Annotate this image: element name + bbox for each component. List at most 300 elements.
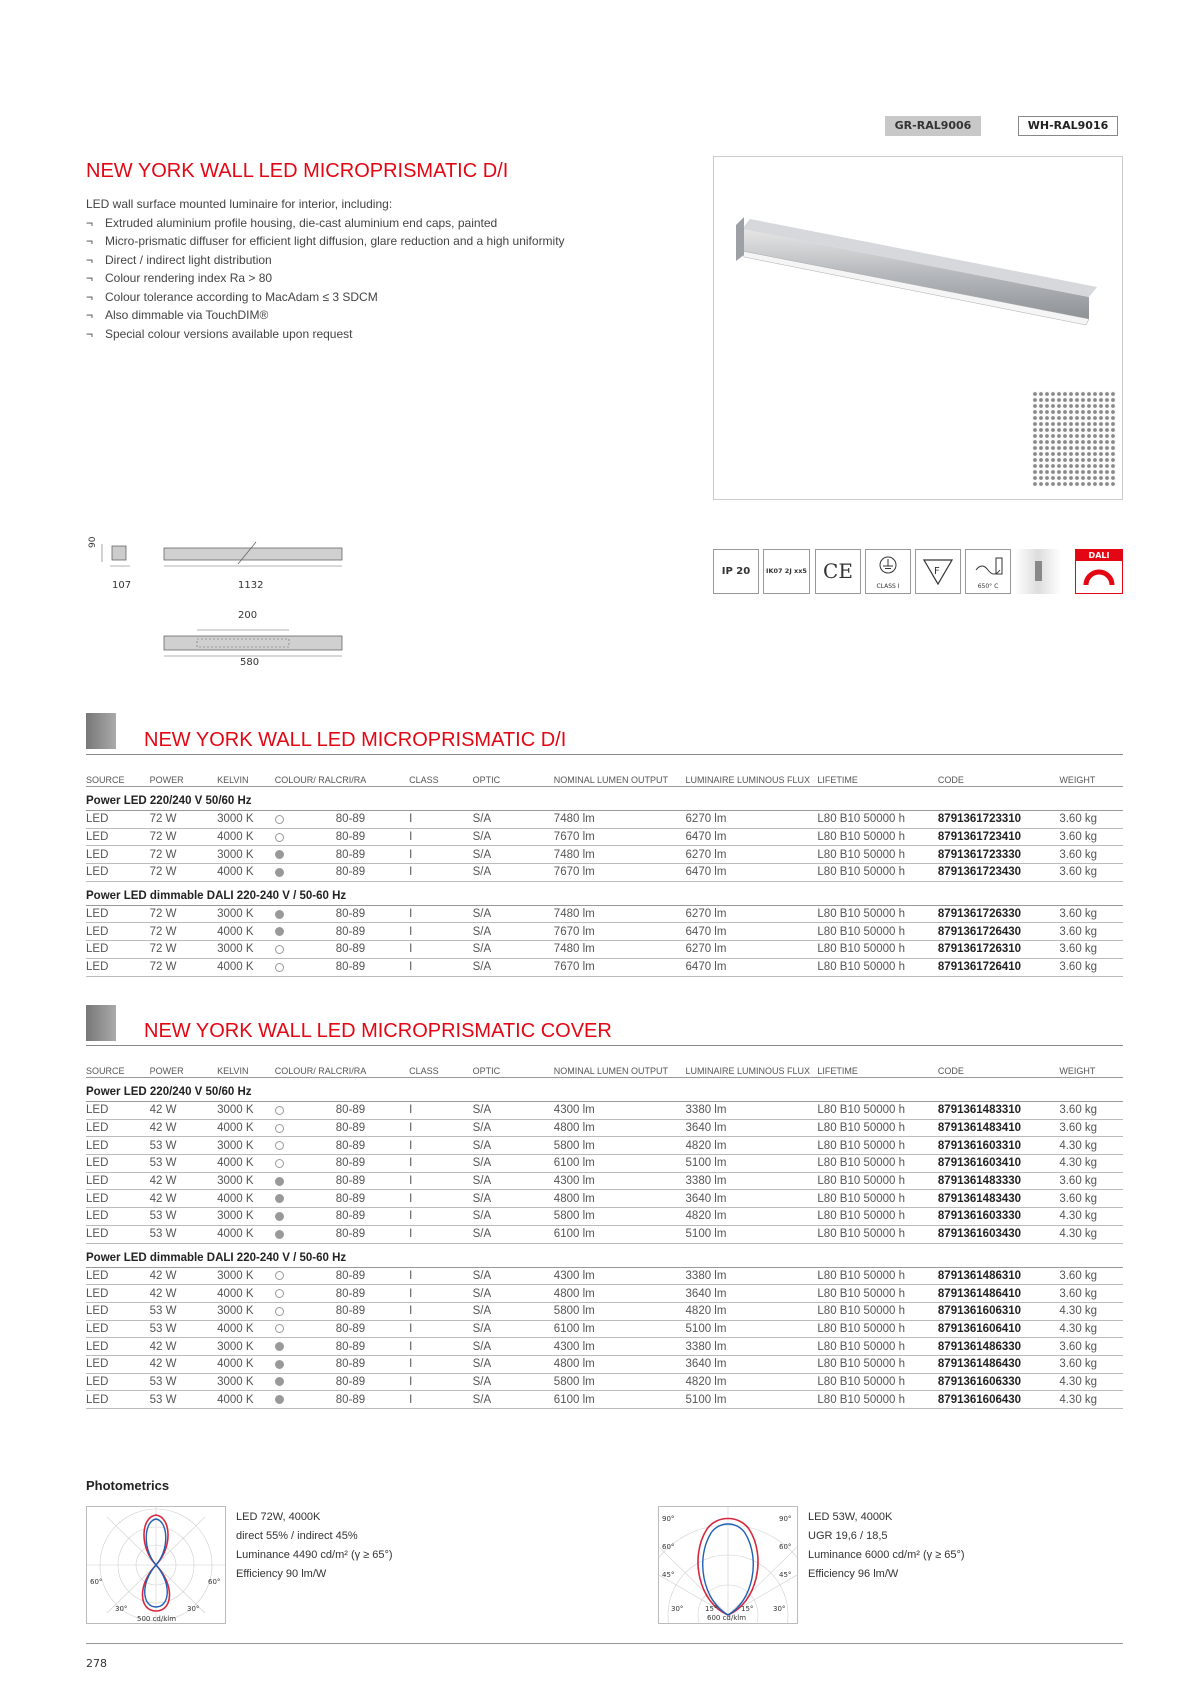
cell: 3.60 kg: [1059, 1355, 1123, 1373]
cell: 4000 K: [217, 1155, 275, 1173]
angle-label: 90°: [662, 1515, 675, 1523]
product-code: 8791361483430: [938, 1190, 1059, 1208]
cell: 4.30 kg: [1059, 1137, 1123, 1155]
cell: L80 B10 50000 h: [817, 1208, 938, 1226]
cell: 5100 lm: [686, 1391, 818, 1409]
group-label: Power LED 220/240 V 50/60 Hz: [86, 1078, 1123, 1102]
cell: I: [409, 905, 472, 923]
angle-label: 30°: [773, 1605, 786, 1613]
cell: LED: [86, 1285, 150, 1303]
cell: 4.30 kg: [1059, 1302, 1123, 1320]
cell: 3000 K: [217, 1172, 275, 1190]
colour-dot-cell: [275, 1102, 336, 1120]
colour-dot-cell: [275, 1302, 336, 1320]
cell: 53 W: [150, 1302, 217, 1320]
product-code: 8791361726430: [938, 923, 1059, 941]
cell: LED: [86, 1102, 150, 1120]
ik07-badge: IK07 2J xx5: [763, 549, 810, 594]
white-finish-icon: [275, 1307, 284, 1316]
colour-dot-cell: [275, 1285, 336, 1303]
cell: L80 B10 50000 h: [817, 905, 938, 923]
table-row: [86, 941, 1123, 959]
cell: L80 B10 50000 h: [817, 1225, 938, 1243]
cell: 4300 lm: [554, 1172, 686, 1190]
cell: LED: [86, 1267, 150, 1285]
finish-wh-ral9016: WH-RAL9016: [1018, 116, 1118, 136]
column-header: LUMINAIRE LUMINOUS FLUX: [686, 1047, 818, 1078]
column-header: COLOUR/ RAL: [275, 756, 336, 787]
cell: 42 W: [150, 1102, 217, 1120]
white-finish-icon: [275, 1124, 284, 1133]
table-row: [86, 1208, 1123, 1226]
cell: 5800 lm: [554, 1208, 686, 1226]
bullet: ¬ Micro-prismatic diffuser for efficient light diffusion, glare reduction and a high uniformity: [86, 232, 565, 251]
column-header: CRI/RA: [336, 756, 409, 787]
cell: 80-89: [336, 828, 409, 846]
product-code: 8791361726410: [938, 958, 1059, 976]
cell: 3000 K: [217, 1302, 275, 1320]
cell: L80 B10 50000 h: [817, 864, 938, 882]
colour-dot-cell: [275, 828, 336, 846]
cell: S/A: [473, 811, 554, 829]
luminaire-image: [714, 157, 1122, 499]
cell: L80 B10 50000 h: [817, 941, 938, 959]
colour-dot-cell: [275, 1355, 336, 1373]
cell: 3.60 kg: [1059, 828, 1123, 846]
class-i-badge: [865, 549, 911, 594]
cell: L80 B10 50000 h: [817, 1355, 938, 1373]
cell: S/A: [473, 828, 554, 846]
section-icon: [86, 713, 116, 749]
scale-label: 600 cd/klm: [707, 1614, 747, 1622]
grey-finish-icon: [275, 1377, 284, 1386]
colour-dot-cell: [275, 846, 336, 864]
grey-finish-icon: [275, 868, 284, 877]
cell: 80-89: [336, 1391, 409, 1409]
cell: L80 B10 50000 h: [817, 1338, 938, 1356]
cell: L80 B10 50000 h: [817, 923, 938, 941]
cell: LED: [86, 1172, 150, 1190]
group-row: [86, 881, 1123, 905]
product-code: 8791361726330: [938, 905, 1059, 923]
bullet: ¬ Also dimmable via TouchDIM®: [86, 306, 565, 325]
product-code: 8791361486410: [938, 1285, 1059, 1303]
cell: LED: [86, 1373, 150, 1391]
column-header: LIFETIME: [817, 756, 938, 787]
product-description: [86, 195, 565, 343]
table-row: [86, 1391, 1123, 1409]
group-label: Power LED 220/240 V 50/60 Hz: [86, 787, 1123, 811]
cell: L80 B10 50000 h: [817, 958, 938, 976]
table-row: [86, 1302, 1123, 1320]
product-code: 8791361486330: [938, 1338, 1059, 1356]
table-row: [86, 1338, 1123, 1356]
colour-dot-cell: [275, 1391, 336, 1409]
bullet: ¬ Special colour versions available upon request: [86, 325, 565, 344]
cell: S/A: [473, 1320, 554, 1338]
table-row: [86, 905, 1123, 923]
f-mark-icon: [915, 549, 961, 594]
product-code: 8791361486310: [938, 1267, 1059, 1285]
cell: 4800 lm: [554, 1285, 686, 1303]
cell: 4.30 kg: [1059, 1320, 1123, 1338]
cell: 4800 lm: [554, 1355, 686, 1373]
cell: I: [409, 1338, 472, 1356]
cell: 4000 K: [217, 1225, 275, 1243]
cell: S/A: [473, 1172, 554, 1190]
footer-rule: [86, 1643, 1123, 1644]
product-code: 8791361606430: [938, 1391, 1059, 1409]
cell: L80 B10 50000 h: [817, 1172, 938, 1190]
dim-mount: 580: [240, 657, 260, 668]
cell: L80 B10 50000 h: [817, 1137, 938, 1155]
cell: L80 B10 50000 h: [817, 1285, 938, 1303]
cell: LED: [86, 846, 150, 864]
triangle-f-icon: [916, 550, 960, 593]
cell: 6100 lm: [554, 1155, 686, 1173]
grey-finish-icon: [275, 1194, 284, 1203]
cell: 80-89: [336, 923, 409, 941]
cell: 4000 K: [217, 1285, 275, 1303]
cell: 80-89: [336, 1302, 409, 1320]
colour-dot-cell: [275, 941, 336, 959]
cell: S/A: [473, 923, 554, 941]
table-row: [86, 1119, 1123, 1137]
cell: 6470 lm: [686, 828, 818, 846]
cell: L80 B10 50000 h: [817, 1102, 938, 1120]
group-row: [86, 1078, 1123, 1102]
cell: 3.60 kg: [1059, 811, 1123, 829]
group-row: [86, 787, 1123, 811]
column-header: LUMINAIRE LUMINOUS FLUX: [686, 756, 818, 787]
cell: I: [409, 941, 472, 959]
column-header: NOMINAL LUMEN OUTPUT: [554, 1047, 686, 1078]
table-header-row: [86, 756, 1123, 787]
scale-label: 500 cd/klm: [137, 1615, 177, 1623]
cell: 4820 lm: [686, 1373, 818, 1391]
cell: LED: [86, 1225, 150, 1243]
cell: 5800 lm: [554, 1137, 686, 1155]
cell: LED: [86, 1302, 150, 1320]
cell: 80-89: [336, 1355, 409, 1373]
wall-bar: [1035, 561, 1042, 581]
column-header: NOMINAL LUMEN OUTPUT: [554, 756, 686, 787]
cell: 42 W: [150, 1355, 217, 1373]
cell: 80-89: [336, 1338, 409, 1356]
svg-text:F: F: [934, 566, 940, 577]
cell: 53 W: [150, 1137, 217, 1155]
cell: 3.60 kg: [1059, 864, 1123, 882]
cell: 42 W: [150, 1285, 217, 1303]
cell: S/A: [473, 1373, 554, 1391]
cell: 5100 lm: [686, 1155, 818, 1173]
cell: 4.30 kg: [1059, 1155, 1123, 1173]
group-label: Power LED dimmable DALI 220-240 V / 50-60 Hz: [86, 881, 1123, 905]
product-code: 8791361603430: [938, 1225, 1059, 1243]
cell: 6270 lm: [686, 811, 818, 829]
colour-dot-cell: [275, 1172, 336, 1190]
cell: 7670 lm: [554, 958, 686, 976]
cell: L80 B10 50000 h: [817, 1155, 938, 1173]
cell: 6270 lm: [686, 846, 818, 864]
column-header: CLASS: [409, 756, 472, 787]
cell: LED: [86, 905, 150, 923]
column-header: POWER: [150, 1047, 217, 1078]
cell: 7480 lm: [554, 846, 686, 864]
table-row: [86, 811, 1123, 829]
product-code: 8791361726310: [938, 941, 1059, 959]
product-code: 8791361606330: [938, 1373, 1059, 1391]
dim-spacing: 200: [238, 610, 258, 621]
cell: LED: [86, 1137, 150, 1155]
cell: I: [409, 1190, 472, 1208]
table-header-row: [86, 1047, 1123, 1078]
product-code: 8791361603310: [938, 1137, 1059, 1155]
cell: 53 W: [150, 1373, 217, 1391]
cell: 4000 K: [217, 923, 275, 941]
cell: 3000 K: [217, 1373, 275, 1391]
product-code: 8791361483410: [938, 1119, 1059, 1137]
cell: 3380 lm: [686, 1338, 818, 1356]
cell: LED: [86, 941, 150, 959]
column-header: POWER: [150, 756, 217, 787]
cell: I: [409, 1155, 472, 1173]
cell: 80-89: [336, 958, 409, 976]
cell: 3.60 kg: [1059, 1285, 1123, 1303]
cell: 80-89: [336, 1208, 409, 1226]
cell: 4000 K: [217, 828, 275, 846]
cell: 3.60 kg: [1059, 923, 1123, 941]
table-row: [86, 828, 1123, 846]
temp-label: 650° C: [977, 583, 999, 590]
cell: 42 W: [150, 1172, 217, 1190]
cell: 3380 lm: [686, 1102, 818, 1120]
cell: 80-89: [336, 905, 409, 923]
colour-dot-cell: [275, 958, 336, 976]
table-row: [86, 1373, 1123, 1391]
photometrics-title: Photometrics: [86, 1478, 170, 1493]
product-code: 8791361603330: [938, 1208, 1059, 1226]
cell: 3.60 kg: [1059, 1119, 1123, 1137]
cell: I: [409, 1208, 472, 1226]
colour-dot-cell: [275, 1119, 336, 1137]
white-finish-icon: [275, 1289, 284, 1298]
grey-finish-icon: [275, 1230, 284, 1239]
cell: 3640 lm: [686, 1285, 818, 1303]
cell: S/A: [473, 941, 554, 959]
colour-dot-cell: [275, 1190, 336, 1208]
cell: 72 W: [150, 811, 217, 829]
glow-wire-icon: [966, 550, 1010, 580]
dimension-drawing: [86, 540, 346, 670]
table-row: [86, 1285, 1123, 1303]
grey-finish-icon: [275, 1212, 284, 1221]
cell: 5800 lm: [554, 1373, 686, 1391]
cell: S/A: [473, 1355, 554, 1373]
cell: 80-89: [336, 1373, 409, 1391]
cell: 4820 lm: [686, 1208, 818, 1226]
cell: 5800 lm: [554, 1302, 686, 1320]
angle-label: 30°: [671, 1605, 684, 1613]
white-finish-icon: [275, 1106, 284, 1115]
column-header: WEIGHT: [1059, 756, 1123, 787]
cell: LED: [86, 923, 150, 941]
angle-label: 30°: [187, 1605, 200, 1613]
cell: S/A: [473, 864, 554, 882]
cell: 6470 lm: [686, 923, 818, 941]
white-finish-icon: [275, 963, 284, 972]
table-row: [86, 1172, 1123, 1190]
colour-dot-cell: [275, 1373, 336, 1391]
colour-dot-cell: [275, 1320, 336, 1338]
column-header: CODE: [938, 756, 1059, 787]
cell: 4.30 kg: [1059, 1391, 1123, 1409]
cell: L80 B10 50000 h: [817, 828, 938, 846]
cell: 4820 lm: [686, 1137, 818, 1155]
colour-dot-cell: [275, 811, 336, 829]
cell: 4000 K: [217, 1119, 275, 1137]
cell: 6100 lm: [554, 1225, 686, 1243]
table-row: [86, 846, 1123, 864]
cell: 72 W: [150, 923, 217, 941]
cell: 4820 lm: [686, 1302, 818, 1320]
cell: I: [409, 864, 472, 882]
cell: LED: [86, 1119, 150, 1137]
colour-dot-cell: [275, 905, 336, 923]
angle-label: 45°: [662, 1571, 675, 1579]
group-row: [86, 1243, 1123, 1267]
table-row: [86, 1355, 1123, 1373]
cell: L80 B10 50000 h: [817, 1373, 938, 1391]
grey-finish-icon: [275, 927, 284, 936]
cell: 3380 lm: [686, 1172, 818, 1190]
cell: 3.60 kg: [1059, 941, 1123, 959]
angle-label: 15°: [705, 1605, 718, 1613]
cell: 7670 lm: [554, 828, 686, 846]
cell: 72 W: [150, 958, 217, 976]
cell: 4800 lm: [554, 1190, 686, 1208]
cell: 80-89: [336, 1172, 409, 1190]
cell: 3000 K: [217, 1338, 275, 1356]
table-row: [86, 1102, 1123, 1120]
cell: 80-89: [336, 1320, 409, 1338]
cell: L80 B10 50000 h: [817, 1320, 938, 1338]
table-row: [86, 923, 1123, 941]
cell: S/A: [473, 1338, 554, 1356]
info-line: Efficiency 90 lm/W: [236, 1568, 327, 1580]
product-code: 8791361603410: [938, 1155, 1059, 1173]
bullet: ¬ Colour rendering index Ra > 80: [86, 269, 565, 288]
cell: L80 B10 50000 h: [817, 1190, 938, 1208]
cell: 3.60 kg: [1059, 1338, 1123, 1356]
colour-dot-cell: [275, 1137, 336, 1155]
cell: 6100 lm: [554, 1391, 686, 1409]
cell: S/A: [473, 1102, 554, 1120]
cell: I: [409, 1267, 472, 1285]
cell: 3.60 kg: [1059, 846, 1123, 864]
bullet: ¬ Extruded aluminium profile housing, die-cast aluminium end caps, painted: [86, 214, 565, 233]
angle-label: 15°: [741, 1605, 754, 1613]
cell: I: [409, 1137, 472, 1155]
cell: 7480 lm: [554, 941, 686, 959]
cell: 4.30 kg: [1059, 1373, 1123, 1391]
product-code: 8791361723410: [938, 828, 1059, 846]
dim-depth: 107: [112, 580, 132, 591]
product-code: 8791361723330: [938, 846, 1059, 864]
polar-diagram-2: [658, 1506, 798, 1624]
cell: 80-89: [336, 864, 409, 882]
ip20-badge: IP 20: [713, 549, 759, 594]
cell: 3000 K: [217, 1137, 275, 1155]
bullet: ¬ Direct / indirect light distribution: [86, 251, 565, 270]
cell: 72 W: [150, 846, 217, 864]
section-icon: [86, 1005, 116, 1041]
cell: 3640 lm: [686, 1190, 818, 1208]
column-header: COLOUR/ RAL: [275, 1047, 336, 1078]
cell: S/A: [473, 1137, 554, 1155]
colour-dot-cell: [275, 1208, 336, 1226]
cell: I: [409, 828, 472, 846]
cell: 42 W: [150, 1119, 217, 1137]
table-row: [86, 1225, 1123, 1243]
dim-length: 1132: [238, 580, 264, 591]
cell: S/A: [473, 1285, 554, 1303]
cell: 4800 lm: [554, 1119, 686, 1137]
cell: L80 B10 50000 h: [817, 846, 938, 864]
colour-dot-cell: [275, 923, 336, 941]
cell: S/A: [473, 1302, 554, 1320]
cell: S/A: [473, 1208, 554, 1226]
cell: 6270 lm: [686, 941, 818, 959]
cell: 4000 K: [217, 1190, 275, 1208]
angle-label: 60°: [90, 1578, 103, 1586]
cell: LED: [86, 1391, 150, 1409]
section-title-di: NEW YORK WALL LED MICROPRISMATIC D/I: [144, 729, 567, 751]
grey-finish-icon: [275, 1360, 284, 1369]
grey-finish-icon: [275, 1395, 284, 1404]
white-finish-icon: [275, 1271, 284, 1280]
colour-dot-cell: [275, 1155, 336, 1173]
cell: I: [409, 1172, 472, 1190]
product-code: 8791361606310: [938, 1302, 1059, 1320]
cell: 4000 K: [217, 1320, 275, 1338]
column-header: CLASS: [409, 1047, 472, 1078]
cell: 80-89: [336, 1102, 409, 1120]
cell: 4000 K: [217, 864, 275, 882]
cell: I: [409, 1102, 472, 1120]
cell: 3640 lm: [686, 1119, 818, 1137]
finish-gr-ral9006: GR-RAL9006: [885, 116, 981, 136]
white-finish-icon: [275, 1141, 284, 1150]
cell: 3.60 kg: [1059, 1267, 1123, 1285]
white-finish-icon: [275, 1159, 284, 1168]
white-finish-icon: [275, 945, 284, 954]
cell: 53 W: [150, 1225, 217, 1243]
intro-text: LED wall surface mounted luminaire for interior, including:: [86, 197, 393, 211]
cell: 6270 lm: [686, 905, 818, 923]
product-code: 8791361723430: [938, 864, 1059, 882]
cell: LED: [86, 1338, 150, 1356]
cell: I: [409, 1225, 472, 1243]
cell: LED: [86, 811, 150, 829]
cell: I: [409, 846, 472, 864]
section-rule: [86, 1045, 1123, 1046]
cell: 80-89: [336, 941, 409, 959]
angle-label: 90°: [779, 1515, 792, 1523]
cell: 80-89: [336, 1119, 409, 1137]
cell: 72 W: [150, 864, 217, 882]
page-number: 278: [86, 1657, 107, 1670]
